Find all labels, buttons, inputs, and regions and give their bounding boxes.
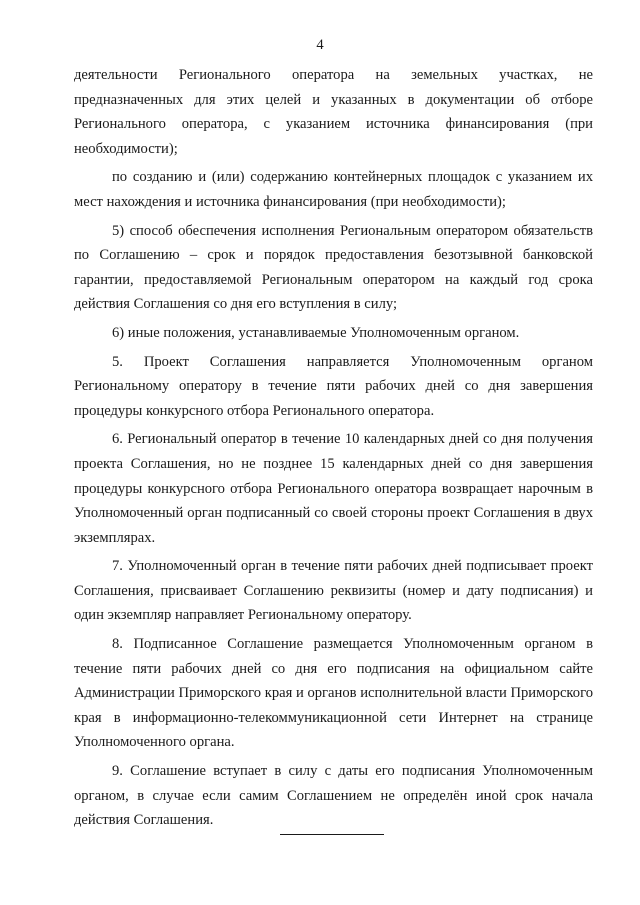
document-body [74,63,593,837]
paragraph-clause-9: 9. Соглашение вступает в силу с даты его подписания Уполномоченным органом, в случае если самим Соглашением не определён иной срок начала действия Соглашения. [74,763,593,829]
paragraph-container-sites: по созданию и (или) содержанию контейнерных площадок с указанием их мест нахождения и источника финансирования (при необходимости); [74,169,593,210]
page-number: 4 [316,37,324,53]
paragraph-clause-6: 6. Региональный оператор в течение 10 календарных дней со дня получения проекта Соглашения, но не позднее 15 календарных дней со дня завершения процедуры конкурсного отбора Регионального оператора возвращает нарочным в Уполномоченный орган подписанный со своей стороны проект Соглашения в двух экземплярах. [74,431,593,546]
end-divider-line [280,834,384,835]
paragraph-clause-7: 7. Уполномоченный орган в течение пяти рабочих дней подписывает проект Соглашения, присваивает Соглашению реквизиты (номер и дату подписания) и один экземпляр направляет Региональному оператору. [74,558,593,624]
paragraph-clause-5: 5. Проект Соглашения направляется Уполномоченным органом Региональному оператору в течение пяти рабочих дней со дня завершения процедуры конкурсного отбора Регионального оператора. [74,353,593,419]
paragraph-clause-8: 8. Подписанное Соглашение размещается Уполномоченным органом в течение пяти рабочих дней со дня его подписания на официальном сайте Администрации Приморского края и органов исполнительной власти Приморского края в информационно-телекоммуникационной сети Интернет на странице Уполномоченного органа. [74,636,593,751]
paragraph-item-6: 6) иные положения, устанавливаемые Уполномоченным органом. [112,324,520,341]
paragraph-item-5: 5) способ обеспечения исполнения Региональным оператором обязательств по Соглашению – срок и порядок предоставления безотзывной банковской гарантии, предоставляемой Региональным оператором на каждый год срока действия Соглашения со дня его вступления в силу; [74,222,593,313]
paragraph-continuation: деятельности Регионального оператора на земельных участках, не предназначенных для этих целей и указанных в документации об отборе Регионального оператора, с указанием источника финансирования (при необходимости); [74,67,593,157]
